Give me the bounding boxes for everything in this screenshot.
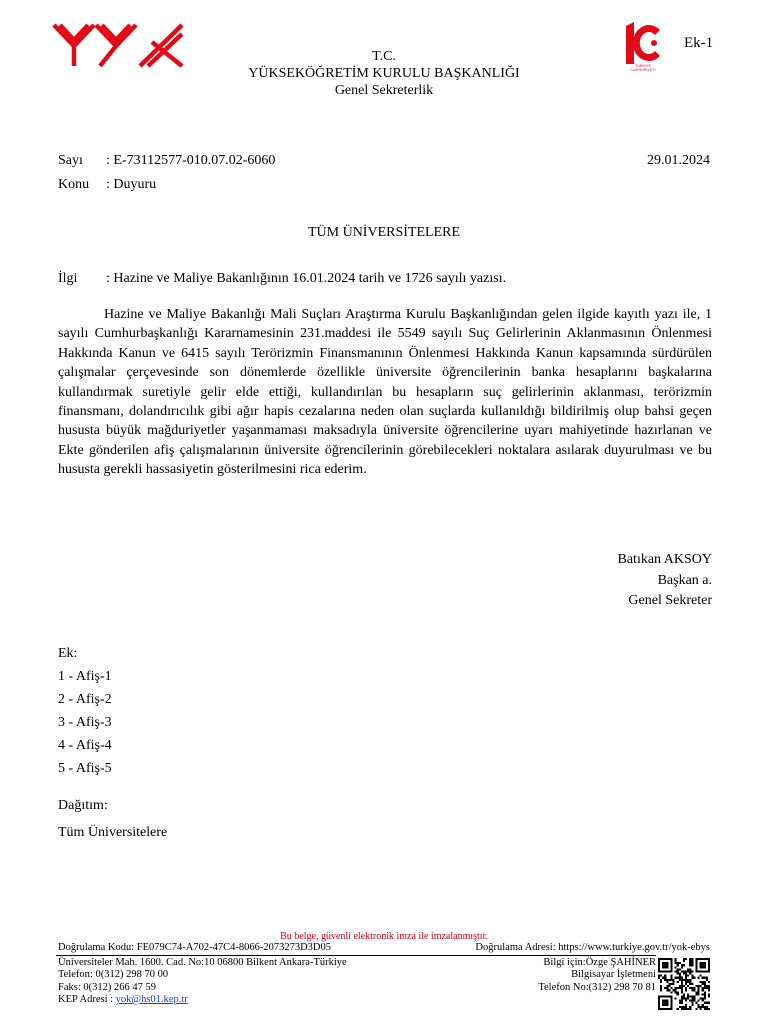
attachment-item: 3 - Afiş-3 xyxy=(58,715,112,730)
distribution-label: Dağıtım: xyxy=(58,798,108,813)
footer-phone: Telefon: 0(312) 298 70 00 xyxy=(58,969,169,981)
distribution xyxy=(58,792,167,846)
kep-label: KEP Adresi : xyxy=(58,993,116,1005)
logo-100-caption: TÜRKİYE CUMHURİYETİ xyxy=(630,64,656,72)
attachment-item: 4 - Afiş-4 xyxy=(58,738,112,753)
kep-link[interactable]: yok@hs01.kep.tr xyxy=(115,993,188,1005)
ilgi-label: İlgi xyxy=(58,271,78,286)
attachment-item: 2 - Afiş-2 xyxy=(58,692,112,707)
recipient: TÜM ÜNİVERSİTELERE xyxy=(307,225,461,240)
verification-code: Doğrulama Kodu: FE079C74-A702-47C4-8066-2073273D3D05 xyxy=(58,942,331,953)
attachments-label: Ek: xyxy=(58,646,78,661)
footer-fax: Faks: 0(312) 266 47 59 xyxy=(58,981,156,993)
document-date: 29.01.2024 xyxy=(647,153,710,168)
qr-code-icon xyxy=(658,958,710,1010)
info-contact: Bilgi için:Özge ŞAHİNER xyxy=(543,957,656,968)
letterhead xyxy=(0,48,768,99)
konu-label: Konu xyxy=(58,177,90,192)
signatory-position: Genel Sekreter xyxy=(628,593,712,608)
distribution-value: Tüm Üniversitelere xyxy=(58,825,168,840)
konu-value: : Duyuru xyxy=(106,177,157,192)
attachment-item: 5 - Afiş-5 xyxy=(58,761,112,776)
info-unit: Bilgisayar İşletmeni xyxy=(571,969,656,981)
attachment-label: Ek-1 xyxy=(684,35,714,51)
letterhead-department: Genel Sekreterlik xyxy=(334,83,434,98)
e-signature-note: Bu belge, güvenli elektronik imza ile imzalanmıştır. xyxy=(280,931,488,942)
footer-address: Üniversiteler Mah. 1600. Cad. No:10 06800 Bilkent Ankara-Türkiye xyxy=(58,957,347,968)
sayi-label: Sayı xyxy=(58,153,83,168)
letterhead-institution: YÜKSEKÖĞRETİM KURULU BAŞKANLIĞI xyxy=(248,66,520,81)
signature-block xyxy=(618,550,713,612)
info-phone: Telefon No:(312) 298 70 81 xyxy=(538,981,656,993)
ilgi-value: : Hazine ve Maliye Bakanlığının 16.01.2024 tarih ve 1726 sayılı yazısı. xyxy=(106,271,507,286)
attachments-list xyxy=(58,642,112,780)
footer-divider xyxy=(56,955,656,956)
attachment-item: 1 - Afiş-1 xyxy=(58,669,112,684)
footer-info xyxy=(538,957,656,994)
sayi-value: : E-73112577-010.07.02-6060 xyxy=(106,153,276,168)
footer-kep xyxy=(58,994,347,1006)
verification-address[interactable]: Doğrulama Adresi: https://www.turkiye.gov.tr/yok-ebys xyxy=(475,942,710,953)
signatory-title: Başkan a. xyxy=(657,572,712,588)
signatory-name: Batıkan AKSOY xyxy=(617,552,712,567)
letter-body: Hazine ve Maliye Bakanlığı Mali Suçları Araştırma Kurulu Başkanlığından gelen ilgide kayıtlı yazı ile, 1 sayılı Cumhurbaşkanlığı Kararnamesinin 231.maddesi ile 5549 sayılı Suç Gelirlerinin Aklanmasının Önlenmesi Hakkında Kanun ve 6415 sayılı Terörizmin Finansmanının Önlenmesi Hakkında Kanun kapsamında sürdürülen çalışmalar çerçevesinde son dönemlerde özellikle üniversite öğrencilerinin banka hesaplarını başkalarına kullandırmak suretiyle gelir elde ettiği, kullandırılan bu hesapların suç gelirlerinin aklanması, terörizmin finansmanı, dolandırıcılık gibi ağır hapis cezalarına neden olan suçlarda kullanıldığı bildirilmiş olup bahsi geçen hususta büyük mağduriyetler yaşanmaması maksadıyla üniversite öğrencilerine uyarı mahiyetinde hazırlanan ve Ekte gönderilen afiş çalışmalarının üniversite öğrencilerinin görebilecekleri noktalara asılarak duyurulması ve bu hususta gerekli hassasiyetin gösterilmesini rica ederim. xyxy=(58,307,712,478)
letterhead-tc: T.C. xyxy=(372,49,396,64)
footer-contact xyxy=(58,957,347,1006)
